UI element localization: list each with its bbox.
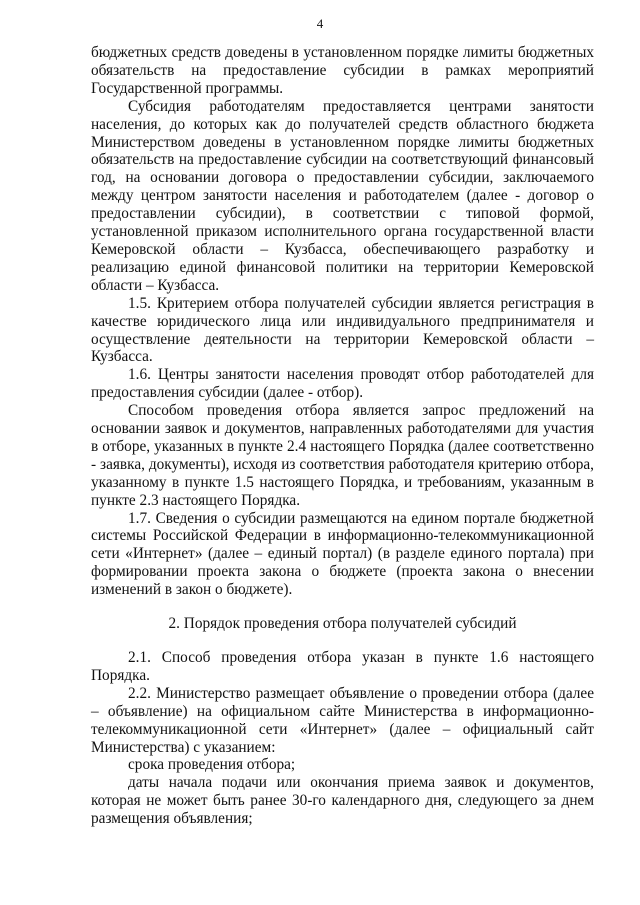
- paragraph-2-1: 2.1. Способ проведения отбора указан в пункте 1.6 настоящего Порядка.: [91, 649, 594, 684]
- list-item-selection-period: срока проведения отбора;: [128, 756, 296, 774]
- list-item-submission-dates: даты начала подачи или окончания приема заявок и документов, которая не может быть ранее 30-го календарного дня, следующего за днем размещения объявления;: [91, 774, 594, 828]
- section-heading: 2. Порядок проведения отбора получателей субсидий: [168, 615, 517, 633]
- document-body: [91, 44, 594, 828]
- paragraph-selection-method: Способом проведения отбора является запрос предложений на основании заявок и документов, направленных работодателями для участия в отборе, указанных в пункте 2.4 настоящего Порядка (далее соответственно - заявка, документы), исходя из соответствия работодателя критерию отбора, указанному в пункте 1.5 настоящего Порядка, и требованиям, указанным в пункте 2.3 настоящего Порядка.: [91, 402, 594, 509]
- paragraph-1-6: 1.6. Центры занятости населения проводят отбор работодателей для предоставления субсидии (далее - отбор).: [91, 366, 594, 402]
- paragraph-1-7: 1.7. Сведения о субсидии размещаются на едином портале бюджетной системы Российской Федерации в информационно-телекоммуникационной сети «Интернет» (далее – единый портал) (в разделе единого портала) при формировании проекта закона о бюджете (проекта закона о внесении изменений в закон о бюджете).: [91, 509, 594, 599]
- paragraph-continuation: бюджетных средств доведены в установленном порядке лимиты бюджетных обязательств на предоставление субсидии в рамках мероприятий Государственной программы.: [91, 44, 594, 97]
- paragraph-2-2: 2.2. Министерство размещает объявление о проведении отбора (далее – объявление) на официальном сайте Министерства в информационно-телекоммуникационной сети «Интернет» (далее – официальный сайт Министерства) с указанием:: [91, 684, 594, 756]
- paragraph-subsidy-provision: Субсидия работодателям предоставляется центрами занятости населения, до которых как до получателей средств областного бюджета Министерством доведены в установленном порядке лимиты бюджетных обязательств на предоставление субсидии на соответствующий финансовый год, на основании договора о предоставлении субсидии, заключаемого между центром занятости населения и работодателем (далее - договор о предоставлении субсидии), в соответствии с типовой формой, установленной приказом исполнительного органа государственной власти Кемеровской области – Кузбасса, обеспечивающего разработку и реализацию единой финансовой политики на территории Кемеровской области – Кузбасса.: [91, 97, 594, 294]
- page-number: 4: [316, 16, 324, 31]
- paragraph-1-5: 1.5. Критерием отбора получателей субсидии является регистрация в качестве юридического лица или индивидуального предпринимателя и осуществление деятельности на территории Кемеровской области – Кузбасса.: [91, 294, 594, 366]
